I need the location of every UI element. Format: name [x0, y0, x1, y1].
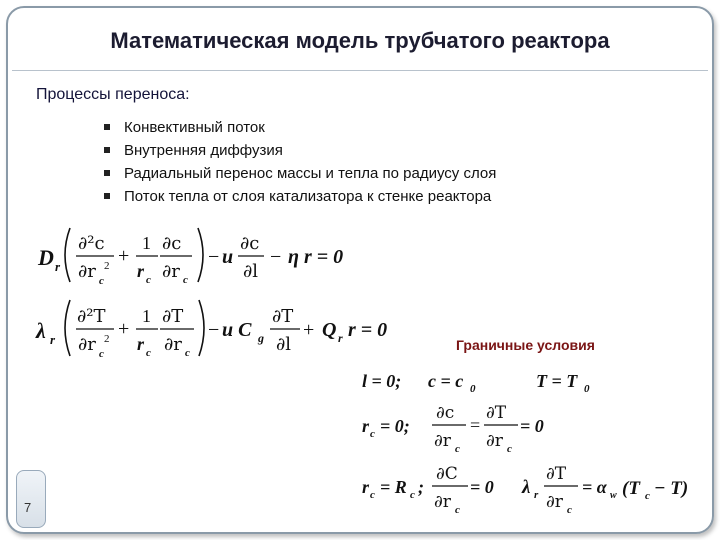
eq1-frac2-numerator: 1: [142, 233, 151, 253]
bc3-frac1-den-sub: c: [455, 504, 460, 516]
svg-text:−: −: [270, 246, 282, 268]
svg-text:−: −: [208, 246, 220, 268]
eq2-coefficient-sub: r: [50, 332, 56, 347]
bc2-frac2-numerator: ∂T: [486, 403, 507, 423]
bc3-frac1-tail: = 0: [470, 477, 494, 497]
bc2-frac2-den-sub: c: [507, 443, 512, 455]
bc3-paren-tail: − T): [654, 478, 689, 499]
eq2-frac3-numerator: ∂T: [162, 306, 184, 327]
eq1-frac1-den-sup: 2: [104, 260, 110, 272]
bc2-left-sub: c: [370, 428, 375, 440]
eq2-heat-source-sub: r: [338, 331, 343, 345]
eq2-frac1-denominator: ∂r: [78, 334, 96, 355]
right-paren-icon: [199, 300, 204, 356]
bc3-radius-sub: c: [410, 489, 415, 501]
eq2-frac1-numerator: ∂²T: [77, 306, 106, 327]
bc3-frac1-denominator: ∂r: [434, 492, 451, 512]
boundary-conditions-label: Граничные условия: [456, 337, 595, 353]
bc2-frac1-denominator: ∂r: [434, 431, 451, 451]
eq2-frac4-numerator: ∂T: [272, 306, 294, 327]
bc1-right: T = T: [536, 371, 578, 391]
bc3-frac2-den-sub: c: [567, 504, 572, 516]
bc3-lambda: λ: [522, 477, 531, 498]
bc3-frac1-numerator: ∂C: [436, 464, 458, 484]
eq2-convective-sub: g: [258, 331, 264, 345]
eq1-frac2-den-sub: c: [146, 274, 151, 286]
eq2-frac2-den-sub: c: [146, 347, 151, 359]
svg-text:+: +: [118, 245, 130, 267]
svg-text:=: =: [470, 415, 481, 435]
bc3-left-sub: c: [370, 489, 375, 501]
slide-title: Математическая модель трубчатого реактора: [110, 28, 610, 53]
bc2-tail: = 0: [520, 416, 544, 436]
eq1-frac3-numerator: ∂c: [162, 233, 182, 254]
eq1-frac3-den-sub: c: [183, 274, 188, 286]
right-paren-icon: [198, 228, 203, 282]
mass-balance-equation: [37, 228, 343, 287]
eq1-frac4-denominator: ∂l: [243, 261, 259, 282]
eq1-tail: η r = 0: [288, 246, 344, 268]
eq2-frac1-den-sub: c: [99, 348, 104, 360]
bc3-equals-radius: = R: [380, 477, 407, 497]
footer-logo: [16, 470, 46, 528]
eq1-frac1-denominator: ∂r: [78, 261, 96, 282]
left-paren-icon: [65, 300, 70, 356]
bc3-alpha: = α: [582, 477, 607, 497]
bc3-frac2-denominator: ∂r: [546, 492, 563, 512]
bc2-frac2-denominator: ∂r: [486, 431, 503, 451]
list-item-text: Внутренняя диффузия: [124, 142, 283, 159]
page-number: 7: [24, 500, 32, 515]
bc3-frac2-numerator: ∂T: [546, 464, 567, 484]
boundary-condition-2: [362, 403, 544, 455]
eq1-frac2-denominator: r: [137, 261, 145, 281]
boundary-condition-3: [362, 464, 688, 516]
bc3-lambda-sub: r: [534, 489, 539, 501]
bc3-paren-open: (T: [622, 478, 640, 499]
eq1-frac1-numerator: ∂²c: [78, 233, 105, 254]
bc1-mid-sub: 0: [470, 383, 476, 395]
bc2-frac1-den-sub: c: [455, 443, 460, 455]
eq2-heat-source: Q: [322, 319, 337, 341]
eq2-frac1-den-sup: 2: [104, 333, 110, 345]
eq2-frac3-den-sub: c: [185, 347, 190, 359]
bc2-frac1-numerator: ∂c: [436, 403, 455, 423]
bc3-paren-sub: c: [645, 490, 650, 502]
eq1-frac3-denominator: ∂r: [162, 261, 180, 282]
eq2-frac4-denominator: ∂l: [276, 334, 292, 355]
list-item-text: Конвективный поток: [124, 119, 265, 136]
left-paren-icon: [65, 228, 70, 282]
boundary-condition-1: [362, 371, 590, 395]
eq1-frac4-numerator: ∂c: [240, 233, 260, 254]
bc3-left: r: [362, 477, 370, 497]
eq2-convective-term: u C: [222, 319, 252, 341]
svg-text:+: +: [303, 319, 315, 341]
eq1-velocity: u: [222, 246, 234, 268]
eq2-tail: r = 0: [348, 319, 388, 341]
bc2-left-tail: = 0;: [380, 416, 410, 436]
eq1-coefficient-sub: r: [55, 259, 61, 274]
list-item-text: Поток тепла от слоя катализатора к стенке реактора: [124, 188, 492, 205]
list-item-text: Радиальный перенос массы и тепла по радиусу слоя: [124, 165, 497, 182]
svg-text:+: +: [118, 318, 130, 340]
bc3-alpha-sub: w: [610, 490, 617, 501]
eq2-frac2-numerator: 1: [142, 306, 151, 326]
eq2-frac3-denominator: ∂r: [164, 334, 182, 355]
heat-balance-equation: [35, 300, 387, 360]
bc1-left: l = 0;: [362, 371, 402, 391]
section-subheading: Процессы переноса:: [36, 86, 190, 103]
bc3-semicolon: ;: [418, 477, 424, 497]
bc2-left: r: [362, 416, 370, 436]
eq1-frac1-den-sub: c: [99, 275, 104, 287]
eq2-frac2-denominator: r: [137, 334, 145, 354]
svg-text:−: −: [208, 319, 220, 341]
eq1-coefficient: D: [38, 245, 54, 270]
eq2-coefficient: λ: [36, 318, 46, 343]
bc1-right-sub: 0: [584, 383, 590, 395]
bc1-mid: c = c: [428, 371, 464, 391]
